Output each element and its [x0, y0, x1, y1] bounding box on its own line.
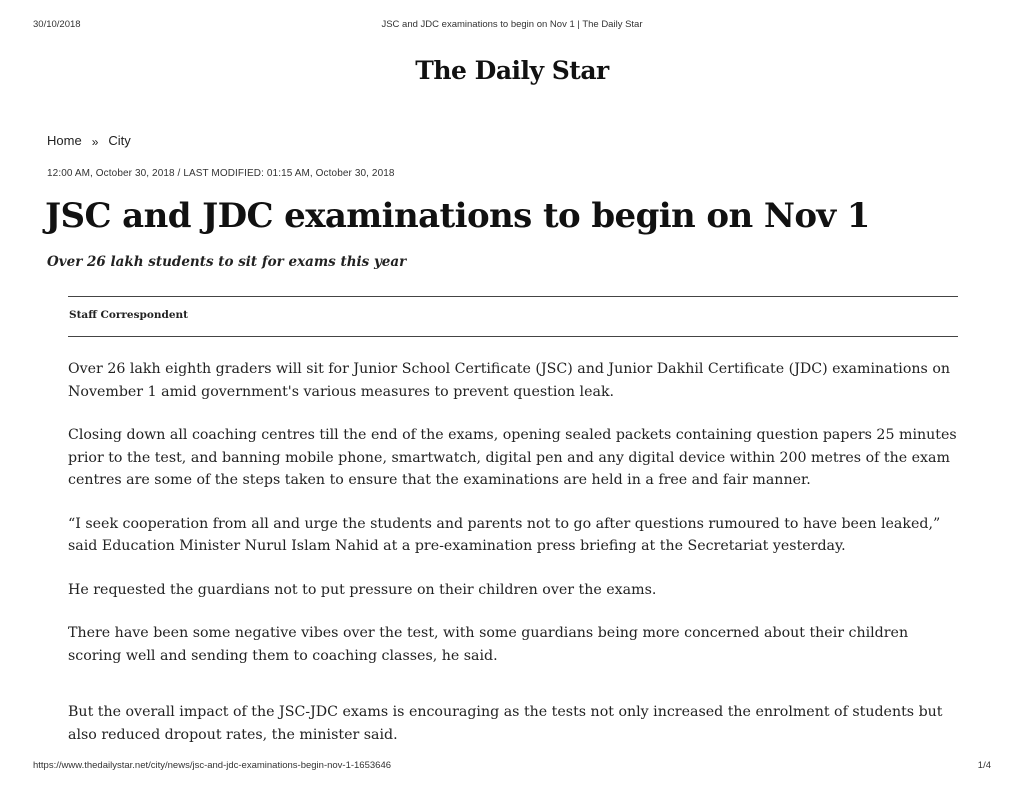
byline-box: [68, 296, 958, 337]
article-timestamp: 12:00 AM, October 30, 2018 / LAST MODIFIED: 01:15 AM, October 30, 2018: [47, 168, 395, 179]
print-url: https://www.thedailystar.net/city/news/jsc-and-jdc-examinations-begin-nov-1-1653646: [33, 760, 392, 771]
breadcrumb-section-link[interactable]: City: [108, 133, 131, 148]
article-body: [68, 358, 958, 767]
print-page-title: JSC and JDC examinations to begin on Nov 1 | The Daily Star: [381, 19, 643, 30]
article-paragraph: Closing down all coaching centres till the end of the exams, opening sealed packets containing question papers 25 minutes prior to the test, and banning mobile phone, smartwatch, digital pen and any digital device within 200 metres of the exam centres are some of the steps taken to ensure that the examinations are held in a free and fair manner.: [68, 427, 957, 488]
print-page-number: 1/4: [977, 760, 991, 771]
article-byline: Staff Correspondent: [69, 309, 189, 321]
article-paragraph: “I seek cooperation from all and urge the students and parents not to go after questions rumoured to have been leaked,” said Education Minister Nurul Islam Nahid at a pre-examination press briefing at the Secretariat yesterday.: [68, 515, 941, 554]
article-paragraph: Over 26 lakh eighth graders will sit for Junior School Certificate (JSC) and Junior Dakhil Certificate (JDC) examinations on November 1 amid government's various measures to prevent question leak.: [68, 361, 950, 400]
article-paragraph: He requested the guardians not to put pressure on their children over the exams.: [68, 581, 657, 598]
site-logo[interactable]: The Daily Star: [415, 56, 609, 85]
article-paragraph: But the overall impact of the JSC-JDC exams is encouraging as the tests not only increased the enrolment of students but also reduced dropout rates, the minister said.: [68, 704, 943, 743]
article-subheadline: Over 26 lakh students to sit for exams this year: [47, 254, 407, 270]
print-date: 30/10/2018: [33, 19, 81, 30]
chevron-double-right-icon: »: [91, 134, 99, 149]
article-paragraph: There have been some negative vibes over the test, with some guardians being more concerned about their children scoring well and sending them to coaching classes, he said.: [68, 625, 909, 664]
article-headline: JSC and JDC examinations to begin on Nov 1: [45, 196, 870, 236]
breadcrumb-home-link[interactable]: Home: [47, 133, 82, 148]
breadcrumb: [47, 133, 131, 149]
